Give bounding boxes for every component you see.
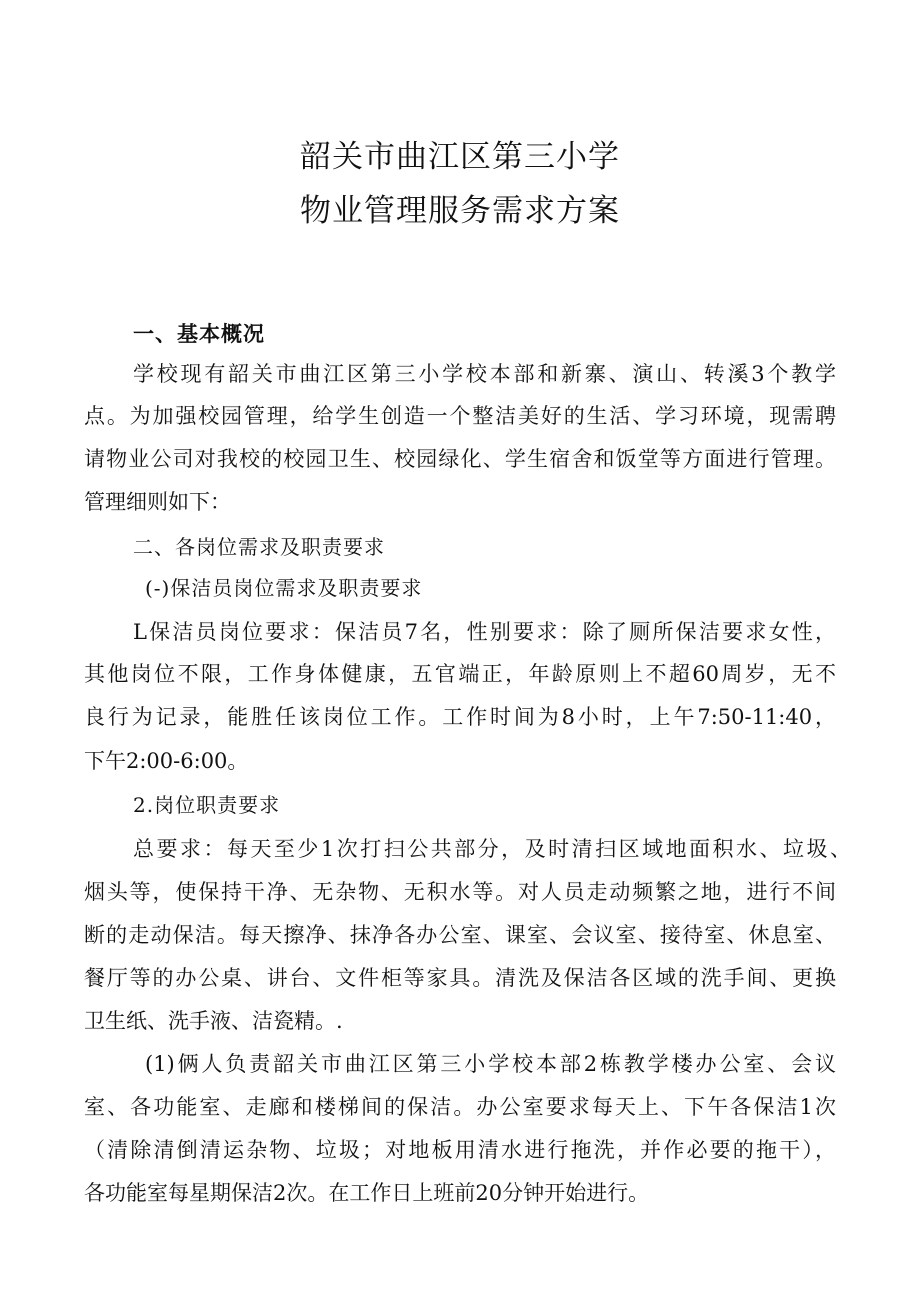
paragraph-line: （清除清倒清运杂物、垃圾；对地板用清水进行拖洗，并作必要的拖干）， — [84, 1138, 836, 1162]
paragraph-line: 管理细则如下： — [84, 490, 231, 514]
subsection-heading-cleaner: (-)保洁员岗位需求及职责要求 — [145, 576, 423, 600]
paragraph-line: 烟头等，使保持干净、无杂物、无积水等。对人员走动频繁之地，进行不间 — [84, 880, 836, 904]
paragraph-line: 良行为记录，能胜任该岗位工作。工作时间为8小时，上午7:50-11:40， — [84, 705, 836, 729]
section-heading-positions: 二、各岗位需求及职责要求 — [133, 535, 385, 559]
document-title-line-2: 物业管理服务需求方案 — [300, 193, 620, 229]
item-heading-duties: 2.岗位职责要求 — [133, 793, 281, 817]
document-title-line-1: 韶关市曲江区第三小学 — [300, 139, 620, 175]
paragraph-line: 总要求：每天至少1次打扫公共部分，及时清扫区域地面积水、垃圾、 — [133, 837, 851, 861]
paragraph-line: 学校现有韶关市曲江区第三小学校本部和新寨、演山、转溪3个教学 — [133, 362, 836, 386]
paragraph-line: 各功能室每星期保洁2次。在工作日上班前20分钟开始进行。 — [84, 1181, 650, 1205]
paragraph-line: 其他岗位不限，工作身体健康，五官端正，年龄原则上不超60周岁，无不 — [84, 662, 836, 686]
paragraph-line: 室、各功能室、走廊和楼梯间的保洁。办公室要求每天上、下午各保洁1次 — [84, 1095, 836, 1119]
section-heading-basic-overview: 一、基本概况 — [133, 322, 265, 346]
paragraph-line: 下午2:00-6:00。 — [84, 749, 249, 773]
paragraph-line: (1)俩人负责韶关市曲江区第三小学校本部2栋教学楼办公室、会议 — [145, 1052, 836, 1076]
paragraph-line: L保洁员岗位要求：保洁员7名，性别要求：除了厕所保洁要求女性， — [133, 620, 836, 644]
paragraph-line: 点。为加强校园管理，给学生创造一个整洁美好的生活、学习环境，现需聘 — [84, 404, 836, 428]
paragraph-line: 请物业公司对我校的校园卫生、校园绿化、学生宿舍和饭堂等方面进行管理。 — [84, 447, 836, 471]
paragraph-line: 卫生纸、洗手液、洁瓷精。. — [84, 1009, 343, 1033]
paragraph-line: 断的走动保洁。每天擦净、抹净各办公室、课室、会议室、接待室、休息室、 — [84, 923, 836, 947]
paragraph-line: 餐厅等的办公桌、讲台、文件柜等家具。清洗及保洁各区域的洗手间、更换 — [84, 966, 836, 990]
